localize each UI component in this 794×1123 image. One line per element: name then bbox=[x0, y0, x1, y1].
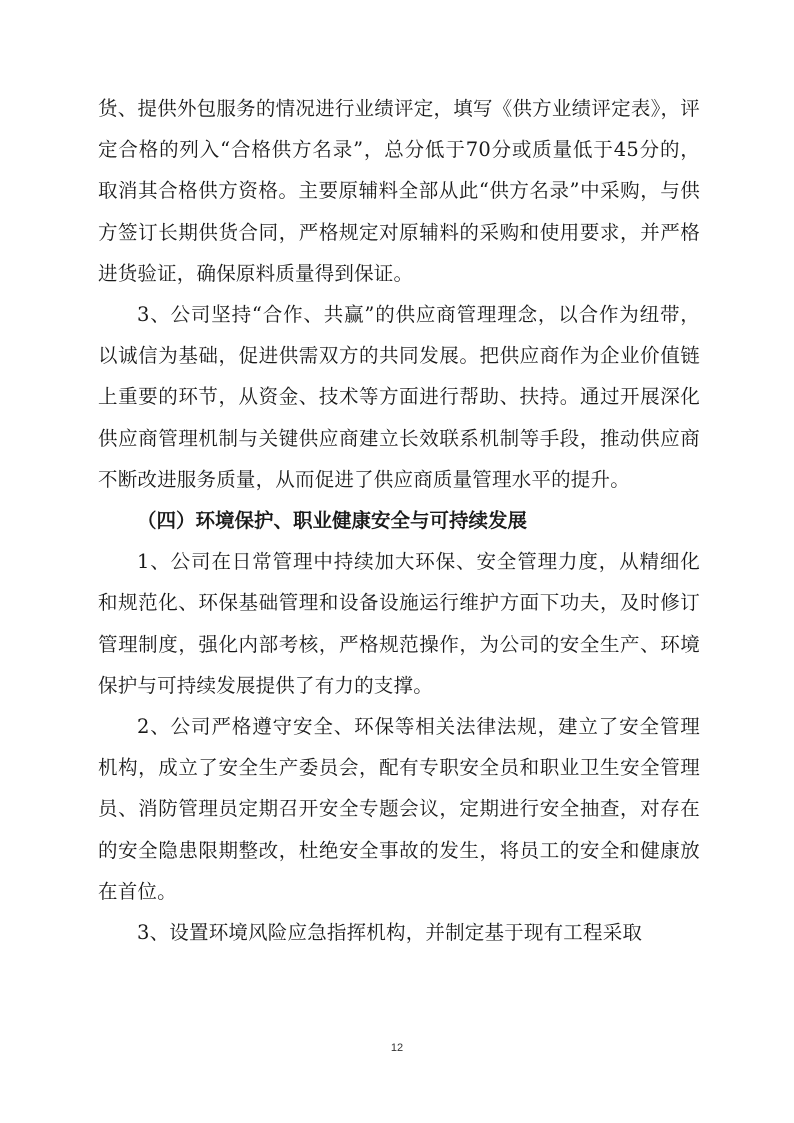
paragraph-supplier-evaluation: 货、提供外包服务的情况进行业绩评定，填写《供方业绩评定表》，评定合格的列入“合格供方名录”，总分低于70分或质量低于45分的，取消其合格供方资格。主要原辅料全部从此“供方名录”中采购，与供方签订长期供货合同，严格规定对原辅料的采购和使用要求，并严格进货验证，确保原料质量得到保证。 bbox=[98, 97, 700, 285]
paragraph-supplier-cooperation: 3、公司坚持“合作、共赢”的供应商管理理念，以合作为纽带，以诚信为基础，促进供需双方的共同发展。把供应商作为企业价值链上重要的环节，从资金、技术等方面进行帮助、扶持。通过开展深化供应商管理机制与关键供应商建立长效联系机制等手段，推动供应商不断改进服务质量，从而促进了供应商质量管理水平的提升。 bbox=[98, 303, 700, 491]
paragraph-environment-management: 1、公司在日常管理中持续加大环保、安全管理力度，从精细化和规范化、环保基础管理和设备设施运行维护方面下功夫，及时修订管理制度，强化内部考核，严格规范操作，为公司的安全生产、环境保护与可持续发展提供了有力的支撑。 bbox=[98, 550, 700, 697]
paragraph-safety-regulations: 2、公司严格遵守安全、环保等相关法律法规，建立了安全管理机构，成立了安全生产委员会，配有专职安全员和职业卫生安全管理员、消防管理员定期召开安全专题会议，定期进行安全抽查，对存在的安全隐患限期整改，杜绝安全事故的发生，将员工的安全和健康放在首位。 bbox=[98, 715, 700, 903]
page-number: 12 bbox=[390, 1042, 404, 1054]
paragraph-emergency-command: 3、设置环境风险应急指挥机构，并制定基于现有工程采取 bbox=[137, 921, 643, 945]
document-body bbox=[98, 88, 700, 953]
section-heading-environment-safety: （四）环境保护、职业健康安全与可持续发展 bbox=[137, 509, 528, 533]
